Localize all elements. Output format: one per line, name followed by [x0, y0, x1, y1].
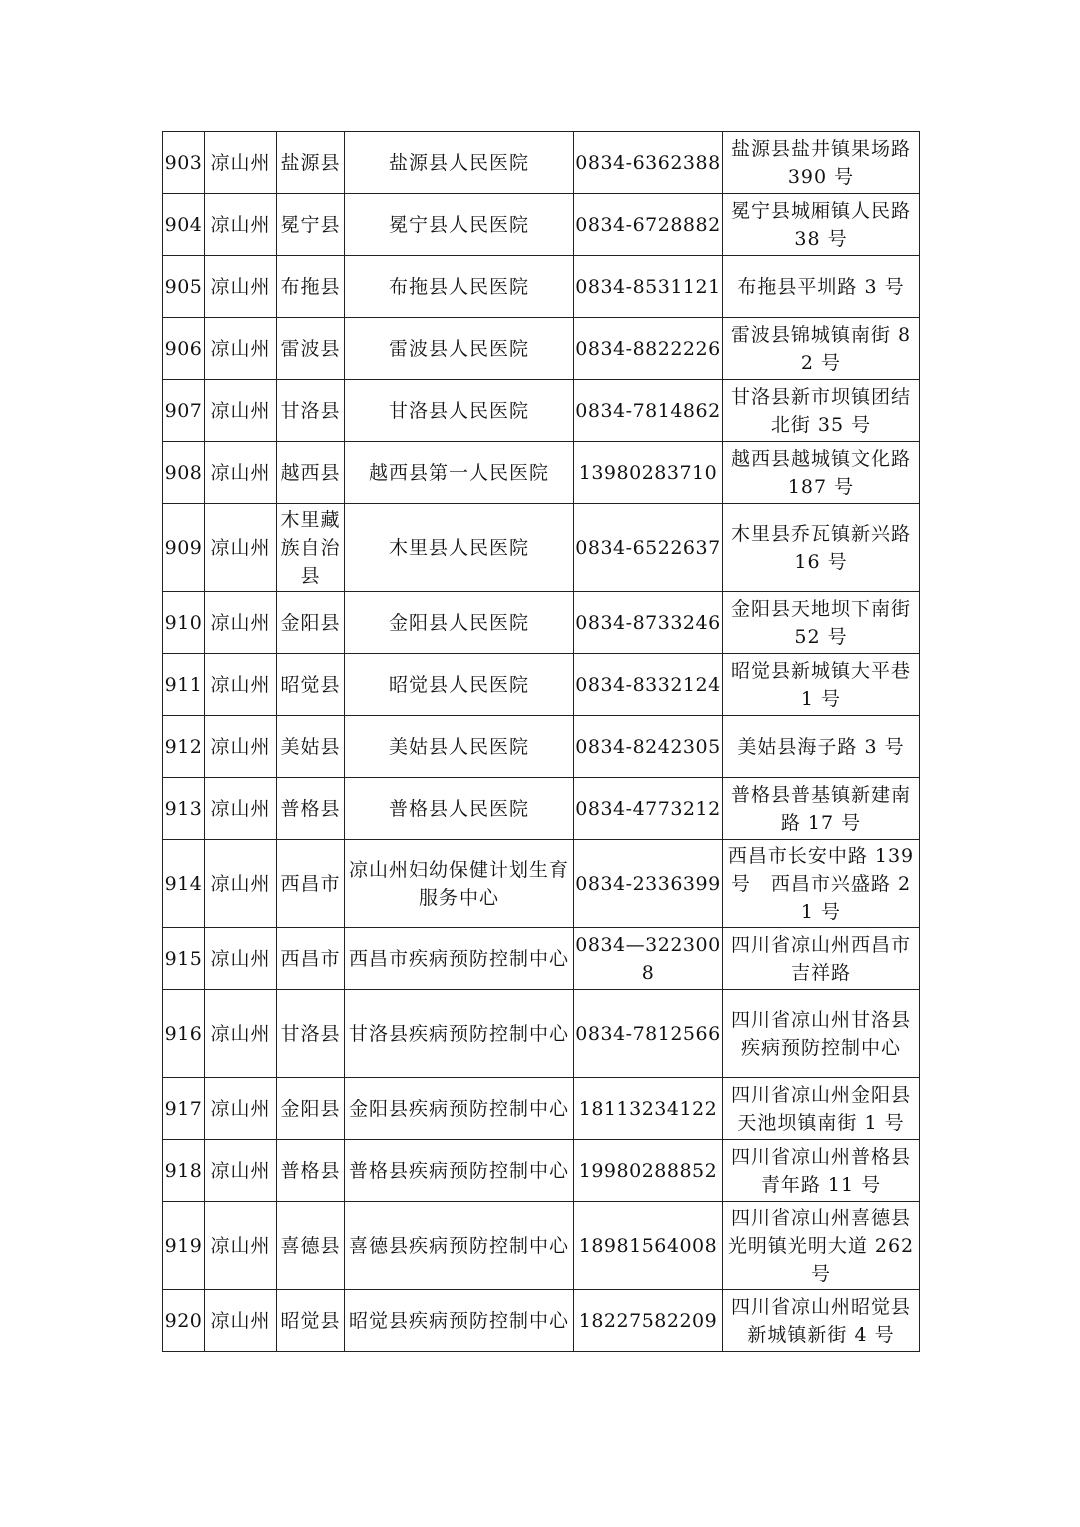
table-row: [163, 1202, 920, 1290]
county-cell: 雷波县: [277, 318, 345, 380]
row-number: 908: [163, 442, 205, 504]
table-row: [163, 380, 920, 442]
table-row: [163, 840, 920, 928]
row-number: 910: [163, 592, 205, 654]
county-cell: 西昌市: [277, 928, 345, 990]
phone-number-cell: 0834-6362388: [574, 132, 723, 194]
address-cell: 越西县越城镇文化路 187 号: [723, 442, 920, 504]
prefecture-cell: 凉山州: [205, 194, 277, 256]
address-cell: 四川省凉山州喜德县光明镇光明大道 262 号: [723, 1202, 920, 1290]
phone-number-cell: 18227582209: [574, 1290, 723, 1352]
prefecture-cell: 凉山州: [205, 1202, 277, 1290]
institution-name-cell: 西昌市疾病预防控制中心: [345, 928, 574, 990]
institution-name-cell: 金阳县疾病预防控制中心: [345, 1078, 574, 1140]
address-cell: 美姑县海子路 3 号: [723, 716, 920, 778]
address-cell: 普格县普基镇新建南路 17 号: [723, 778, 920, 840]
phone-number-cell: 18113234122: [574, 1078, 723, 1140]
institution-name-cell: 昭觉县疾病预防控制中心: [345, 1290, 574, 1352]
institution-name-cell: 普格县疾病预防控制中心: [345, 1140, 574, 1202]
phone-number-cell: 0834-8733246: [574, 592, 723, 654]
county-cell: 普格县: [277, 1140, 345, 1202]
phone-number-cell: 0834-8242305: [574, 716, 723, 778]
institution-name-cell: 昭觉县人民医院: [345, 654, 574, 716]
county-cell: 昭觉县: [277, 654, 345, 716]
table-row: [163, 928, 920, 990]
prefecture-cell: 凉山州: [205, 132, 277, 194]
row-number: 904: [163, 194, 205, 256]
county-cell: 西昌市: [277, 840, 345, 928]
county-cell: 甘洛县: [277, 990, 345, 1078]
table-row: [163, 990, 920, 1078]
address-cell: 布拖县平圳路 3 号: [723, 256, 920, 318]
hospital-contact-table: [162, 131, 920, 1352]
county-cell: 甘洛县: [277, 380, 345, 442]
institution-name-cell: 甘洛县人民医院: [345, 380, 574, 442]
address-cell: 四川省凉山州西昌市吉祥路: [723, 928, 920, 990]
table-row: [163, 716, 920, 778]
institution-name-cell: 越西县第一人民医院: [345, 442, 574, 504]
prefecture-cell: 凉山州: [205, 1140, 277, 1202]
row-number: 917: [163, 1078, 205, 1140]
phone-number-cell: 0834-8531121: [574, 256, 723, 318]
county-cell: 喜德县: [277, 1202, 345, 1290]
row-number: 912: [163, 716, 205, 778]
phone-number-cell: 0834-6522637: [574, 504, 723, 592]
address-cell: 四川省凉山州甘洛县疾病预防控制中心: [723, 990, 920, 1078]
phone-number-cell: 0834-8332124: [574, 654, 723, 716]
address-cell: 四川省凉山州昭觉县新城镇新街 4 号: [723, 1290, 920, 1352]
table-row: [163, 778, 920, 840]
prefecture-cell: 凉山州: [205, 716, 277, 778]
row-number: 913: [163, 778, 205, 840]
county-cell: 越西县: [277, 442, 345, 504]
institution-name-cell: 木里县人民医院: [345, 504, 574, 592]
prefecture-cell: 凉山州: [205, 1078, 277, 1140]
prefecture-cell: 凉山州: [205, 442, 277, 504]
prefecture-cell: 凉山州: [205, 840, 277, 928]
phone-number-cell: 0834-8822226: [574, 318, 723, 380]
institution-name-cell: 布拖县人民医院: [345, 256, 574, 318]
prefecture-cell: 凉山州: [205, 318, 277, 380]
table-row: [163, 256, 920, 318]
phone-number-cell: 19980288852: [574, 1140, 723, 1202]
phone-number-cell: 0834-6728882: [574, 194, 723, 256]
address-cell: 甘洛县新市坝镇团结北街 35 号: [723, 380, 920, 442]
institution-name-cell: 金阳县人民医院: [345, 592, 574, 654]
row-number: 905: [163, 256, 205, 318]
row-number: 903: [163, 132, 205, 194]
row-number: 914: [163, 840, 205, 928]
phone-number-cell: 18981564008: [574, 1202, 723, 1290]
prefecture-cell: 凉山州: [205, 654, 277, 716]
county-cell: 冕宁县: [277, 194, 345, 256]
address-cell: 金阳县天地坝下南街 52 号: [723, 592, 920, 654]
table-row: [163, 132, 920, 194]
row-number: 907: [163, 380, 205, 442]
row-number: 920: [163, 1290, 205, 1352]
county-cell: 金阳县: [277, 592, 345, 654]
table-body: [163, 132, 920, 1352]
table-row: [163, 442, 920, 504]
table-row: [163, 1140, 920, 1202]
prefecture-cell: 凉山州: [205, 928, 277, 990]
prefecture-cell: 凉山州: [205, 380, 277, 442]
prefecture-cell: 凉山州: [205, 990, 277, 1078]
address-cell: 四川省凉山州普格县青年路 11 号: [723, 1140, 920, 1202]
table-row: [163, 194, 920, 256]
row-number: 909: [163, 504, 205, 592]
institution-name-cell: 甘洛县疾病预防控制中心: [345, 990, 574, 1078]
table-row: [163, 504, 920, 592]
address-cell: 冕宁县城厢镇人民路 38 号: [723, 194, 920, 256]
table-row: [163, 1078, 920, 1140]
institution-name-cell: 雷波县人民医院: [345, 318, 574, 380]
address-cell: 木里县乔瓦镇新兴路 16 号: [723, 504, 920, 592]
institution-name-cell: 普格县人民医院: [345, 778, 574, 840]
row-number: 911: [163, 654, 205, 716]
phone-number-cell: 0834—3223008: [574, 928, 723, 990]
table-row: [163, 1290, 920, 1352]
address-cell: 盐源县盐井镇果场路 390 号: [723, 132, 920, 194]
prefecture-cell: 凉山州: [205, 504, 277, 592]
row-number: 916: [163, 990, 205, 1078]
institution-name-cell: 盐源县人民医院: [345, 132, 574, 194]
prefecture-cell: 凉山州: [205, 256, 277, 318]
table-row: [163, 592, 920, 654]
phone-number-cell: 0834-7812566: [574, 990, 723, 1078]
county-cell: 昭觉县: [277, 1290, 345, 1352]
phone-number-cell: 0834-2336399: [574, 840, 723, 928]
row-number: 919: [163, 1202, 205, 1290]
address-cell: 雷波县锦城镇南街 82 号: [723, 318, 920, 380]
phone-number-cell: 0834-7814862: [574, 380, 723, 442]
row-number: 918: [163, 1140, 205, 1202]
table-row: [163, 318, 920, 380]
row-number: 906: [163, 318, 205, 380]
institution-name-cell: 凉山州妇幼保健计划生育服务中心: [345, 840, 574, 928]
institution-name-cell: 冕宁县人民医院: [345, 194, 574, 256]
phone-number-cell: 13980283710: [574, 442, 723, 504]
county-cell: 金阳县: [277, 1078, 345, 1140]
address-cell: 昭觉县新城镇大平巷 1 号: [723, 654, 920, 716]
prefecture-cell: 凉山州: [205, 1290, 277, 1352]
phone-number-cell: 0834-4773212: [574, 778, 723, 840]
institution-name-cell: 美姑县人民医院: [345, 716, 574, 778]
county-cell: 美姑县: [277, 716, 345, 778]
table-row: [163, 654, 920, 716]
prefecture-cell: 凉山州: [205, 592, 277, 654]
institution-name-cell: 喜德县疾病预防控制中心: [345, 1202, 574, 1290]
county-cell: 布拖县: [277, 256, 345, 318]
row-number: 915: [163, 928, 205, 990]
county-cell: 盐源县: [277, 132, 345, 194]
county-cell: 木里藏族自治县: [277, 504, 345, 592]
county-cell: 普格县: [277, 778, 345, 840]
prefecture-cell: 凉山州: [205, 778, 277, 840]
address-cell: 四川省凉山州金阳县天池坝镇南街 1 号: [723, 1078, 920, 1140]
address-cell: 西昌市长安中路 139 号 西昌市兴盛路 21 号: [723, 840, 920, 928]
